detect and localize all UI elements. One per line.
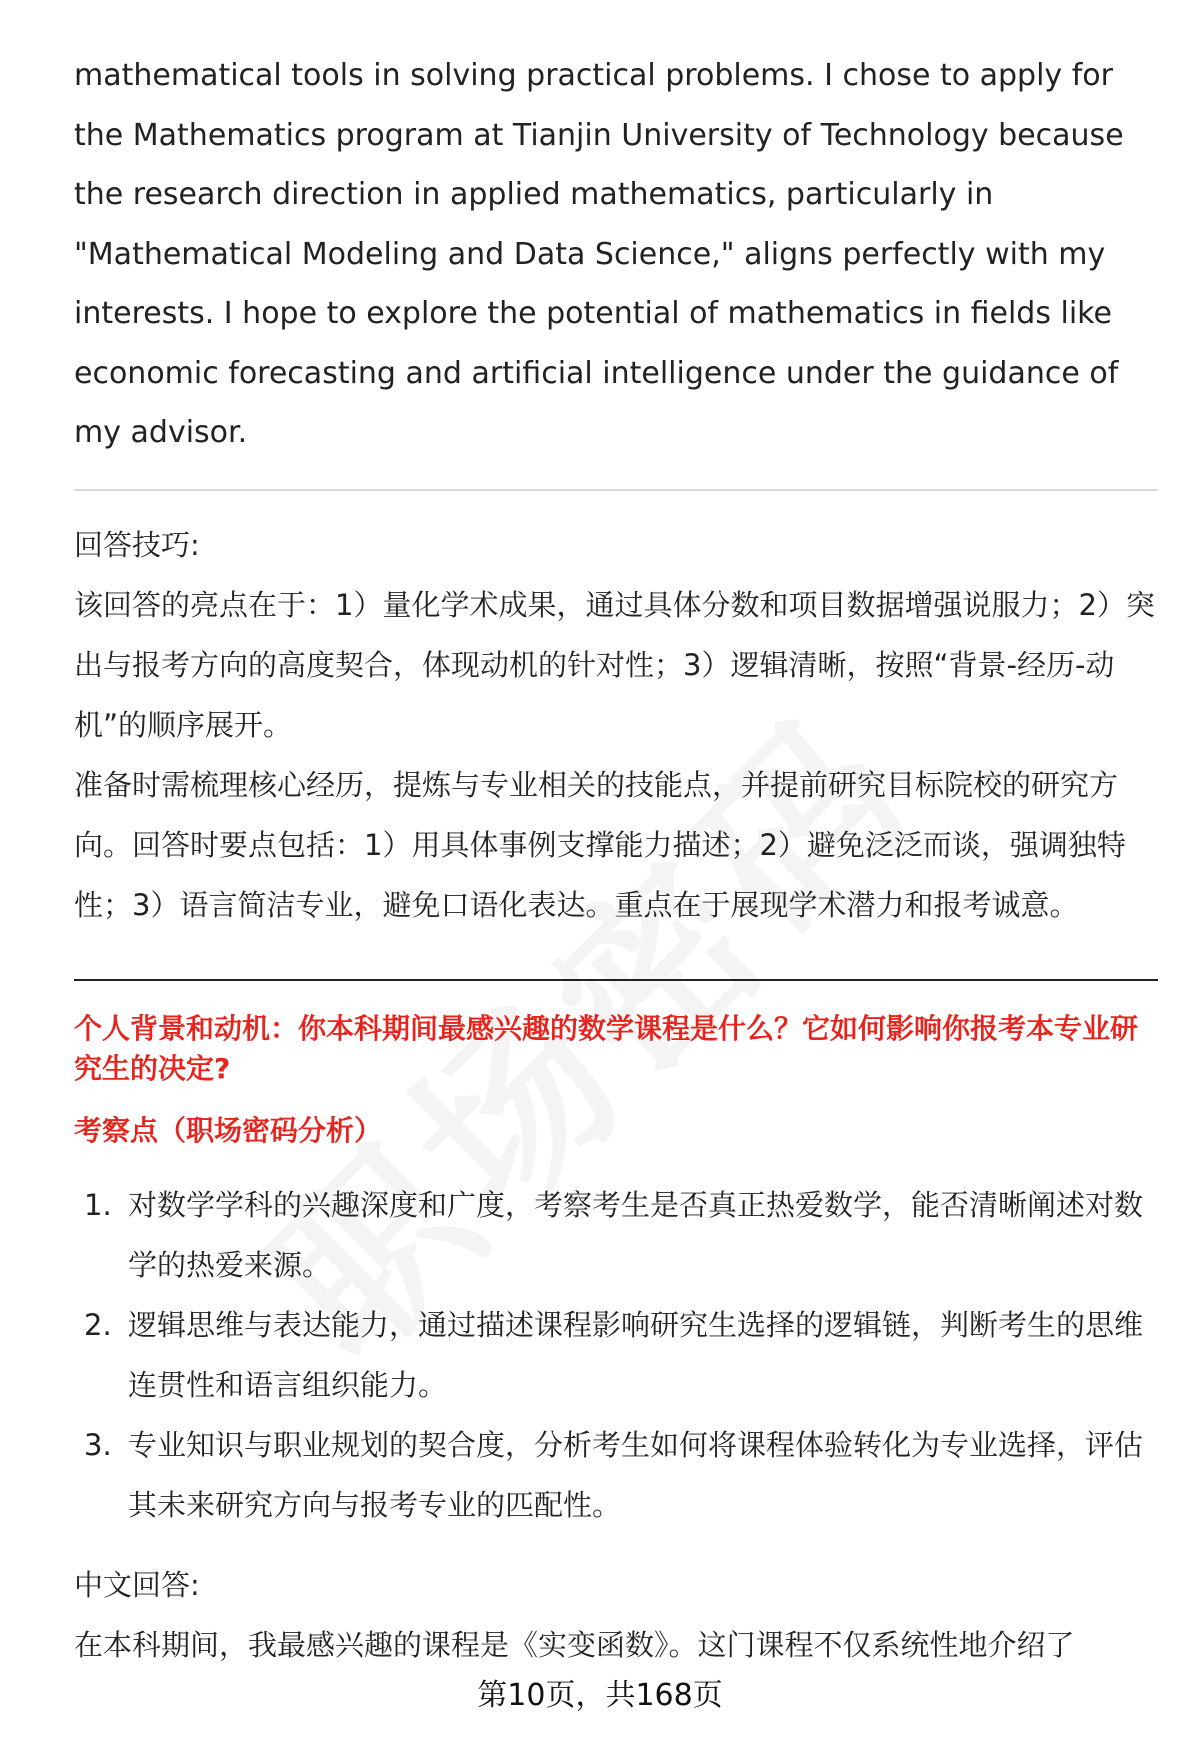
document-page (74, 46, 1158, 1675)
list-item (74, 1295, 1158, 1415)
assessment-points-list (74, 1175, 1158, 1535)
list-item-number: 3. (84, 1427, 112, 1462)
section-divider-dark (74, 979, 1158, 981)
list-item-text: 专业知识与职业规划的契合度，分析考生如何将课程体验转化为专业选择，评估其未来研究方向与报考专业的匹配性。 (128, 1427, 1144, 1522)
chinese-answer-label: 中文回答: (74, 1567, 200, 1602)
page-number-footer: 第10页，共168页 (477, 1678, 723, 1713)
list-item-text: 逻辑思维与表达能力，通过描述课程影响研究生选择的逻辑链，判断考生的思维连贯性和语言组织能力。 (128, 1307, 1144, 1402)
list-item-number: 2. (84, 1307, 112, 1342)
english-answer-paragraph: mathematical tools in solving practical problems. I chose to apply for the Mathematics program at Tianjin University of Technology because the research direction in applied mathematics, particularly in "Mathematical Modeling and Data Science," aligns perfectly with my interests. I hope to explore the potential of mathematics in fields like economic forecasting and artificial intelligence under the guidance of my advisor. (74, 58, 1124, 450)
list-item (74, 1415, 1158, 1535)
question-title: 个人背景和动机：你本科期间最感兴趣的数学课程是什么？它如何影响你报考本专业研究生的决定? (74, 1011, 1139, 1085)
tips-paragraph-1: 该回答的亮点在于：1）量化学术成果，通过具体分数和项目数据增强说服力；2）突出与报考方向的高度契合，体现动机的针对性；3）逻辑清晰，按照“背景-经历-动机”的顺序展开。 (74, 587, 1155, 742)
tips-paragraph-2: 准备时需梳理核心经历，提炼与专业相关的技能点，并提前研究目标院校的研究方向。回答时要点包括：1）用具体事例支撑能力描述；2）避免泛泛而谈，强调独特性；3）语言简洁专业，避免口语化表达。重点在于展现学术潜力和报考诚意。 (74, 767, 1126, 922)
tips-label: 回答技巧: (74, 527, 200, 562)
list-item-text: 对数学学科的兴趣深度和广度，考察考生是否真正热爱数学，能否清晰阐述对数学的热爱来源。 (128, 1187, 1144, 1282)
section-divider-light (74, 489, 1158, 491)
chinese-answer-text: 在本科期间，我最感兴趣的课程是《实变函数》。这门课程不仅系统性地介绍了 (74, 1627, 1075, 1662)
assessment-points-title: 考察点（职场密码分析） (74, 1113, 383, 1147)
list-item (74, 1175, 1158, 1295)
list-item-number: 1. (84, 1187, 112, 1222)
